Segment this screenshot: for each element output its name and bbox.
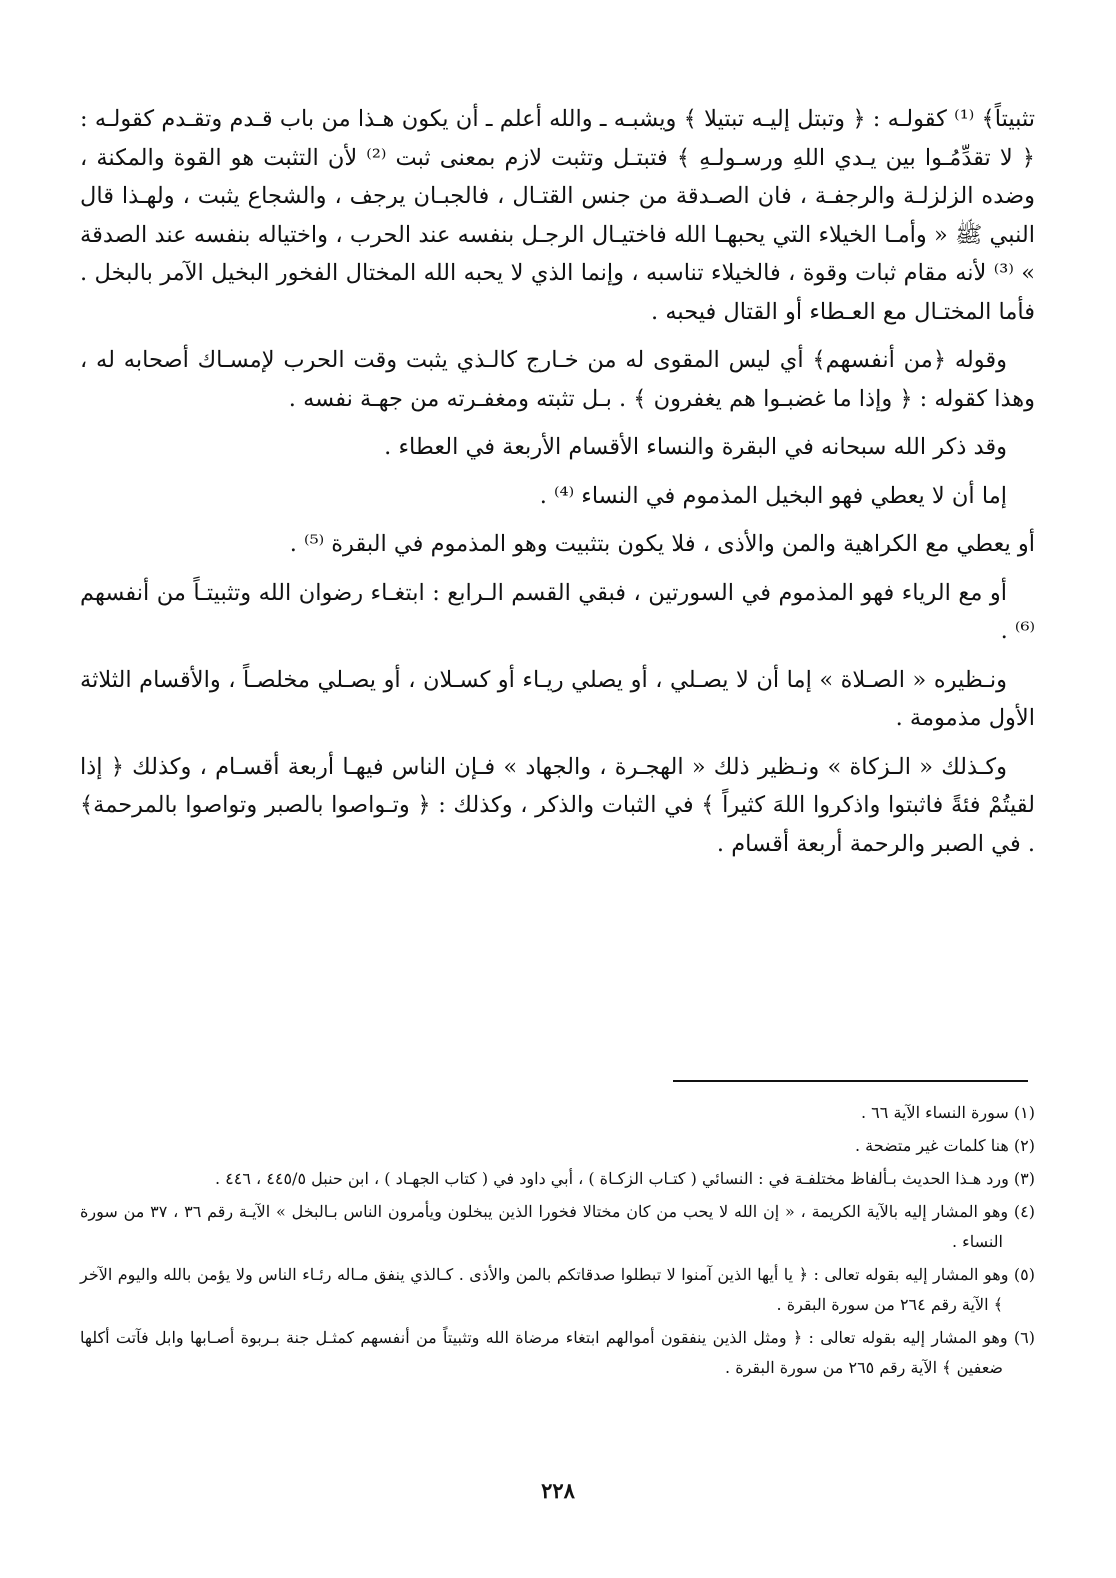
paragraph-8: وكـذلك « الـزكاة » ونـظير ذلك « الهجـرة ، والجهاد » فـإن الناس فيهـا أربعة أقسـام ، وكذلك ﴿ إذا لقيتُمْ فئةً فاثبتوا واذكروا اللهَ كثيراً ﴾ في الثبات والذكر ، وكذلك : ﴿ وتـواصوا بالصبر وتواصوا بالمرحمة﴾ . في الصبر والرحمة أربعة أقسام . (80, 753, 1035, 857)
paragraph-7: ونـظيره « الصـلاة » إما أن لا يصـلي ، أو يصلي ريـاء أو كسـلان ، أو يصـلي مخلصـاً ، والأقسام الثلاثة الأول مذمومة . (80, 666, 1035, 731)
footnote-4: (٤) وهو المشار إليه بالآية الكريمة ، « إن الله لا يحب من كان مختالا فخورا الذين يبخلون ويأمرون الناس بـالبخل » الآيـة رقم ٣٦ ، ٣٧ من سورة النساء . (80, 1202, 1036, 1251)
footnotes (80, 1098, 1035, 1386)
footnote-6: (٦) وهو المشار إليه بقوله تعالى : ﴿ ومثل الذين ينفقون أموالهم ابتغاء مرضاة الله وتثبيتاً من أنفسهم كمثـل جنة بـربوة أصـابها وابل فآتت أكلها ضعفين ﴾ الآية رقم ٢٦٥ من سورة البقرة . (80, 1328, 1035, 1377)
footnote-2: (٢) هنا كلمات غير متضحة . (854, 1136, 1035, 1155)
footnote-5: (٥) وهو المشار إليه بقوله تعالى : ﴿ يا أيها الذين آمنوا لا تبطلوا صدقاتكم بالمن والأذى . كـالذي ينفق مـاله رئـاء الناس ولا يؤمن بالله واليوم الآخر ﴾ الآية رقم ٢٦٤ من سورة البقرة . (80, 1265, 1035, 1314)
paragraph-2: وقوله ﴿من أنفسهم﴾ أي ليس المقوى له من خـارج كالـذي يثبت وقت الحرب لإمسـاك أصحابه له ، وهذا كقوله : ﴿ وإذا ما غضبـوا هم يغفرون ﴾ . بـل تثبته ومغفـرته من جهـة نفسه . (80, 347, 1035, 412)
paragraph-1: تثبيتاً﴾ ⁽¹⁾ كقولـه : ﴿ وتبتل إليـه تبتيلا ﴾ ويشبـه ـ والله أعلم ـ أن يكون هـذا من باب قـدم وتقـدم كقولـه : ﴿ لا تقدِّمُـوا بين يـدي اللهِ ورسـولـهِ ﴾ فتبتـل وتثبت لازم بمعنى ثبت ⁽²⁾ لأن التثبت هو القوة والمكنة ، وضده الزلزلـة والرجفـة ، فان الصـدقة من جنس القتـال ، فالجبـان يرجف ، والشجاع يثبت ، ولهـذا قال النبي ﷺ « وأمـا الخيلاء التي يحبهـا الله فاختيـال الرجـل بنفسه عند الحرب ، واختياله بنفسه عند الصدقة » ⁽³⁾ لأنه مقام ثبات وقوة ، فالخيلاء تناسبه ، وإنما الذي لا يحبه الله المختال الفخور البخيل الآمر بالبخل . فأما المختـال مع العـطاء أو القتال فيحبه . (80, 106, 1035, 325)
main-text (80, 100, 1035, 873)
page-number: ٢٢٨ (541, 1478, 575, 1503)
footnote-1: (١) سورة النساء الآية ٦٦ . (861, 1103, 1035, 1122)
footnote-divider (673, 1080, 1028, 1082)
paragraph-6: أو مع الرياء فهو المذموم في السورتين ، فبقي القسم الـرابع : ابتغـاء رضوان الله وتثبيتـاً من أنفسهم ⁽⁶⁾ . (80, 579, 1035, 644)
paragraph-4: إما أن لا يعطي فهو البخيل المذموم في النساء ⁽⁴⁾ . (539, 482, 1007, 509)
paragraph-5: أو يعطي مع الكراهية والمن والأذى ، فلا يكون بتثبيت وهو المذموم في البقرة ⁽⁵⁾ . (289, 531, 1035, 557)
footnote-3: (٣) ورد هـذا الحديث بـألفاظ مختلفـة في : النسائي ( كتـاب الزكـاة ) ، أبي داود في ( كتاب الجهـاد ) ، ابن حنبل ٤٤٥/٥ ، ٤٤٦ . (214, 1169, 1035, 1188)
paragraph-3: وقد ذكر الله سبحانه في البقرة والنساء الأقسام الأربعة في العطاء . (384, 434, 1007, 460)
